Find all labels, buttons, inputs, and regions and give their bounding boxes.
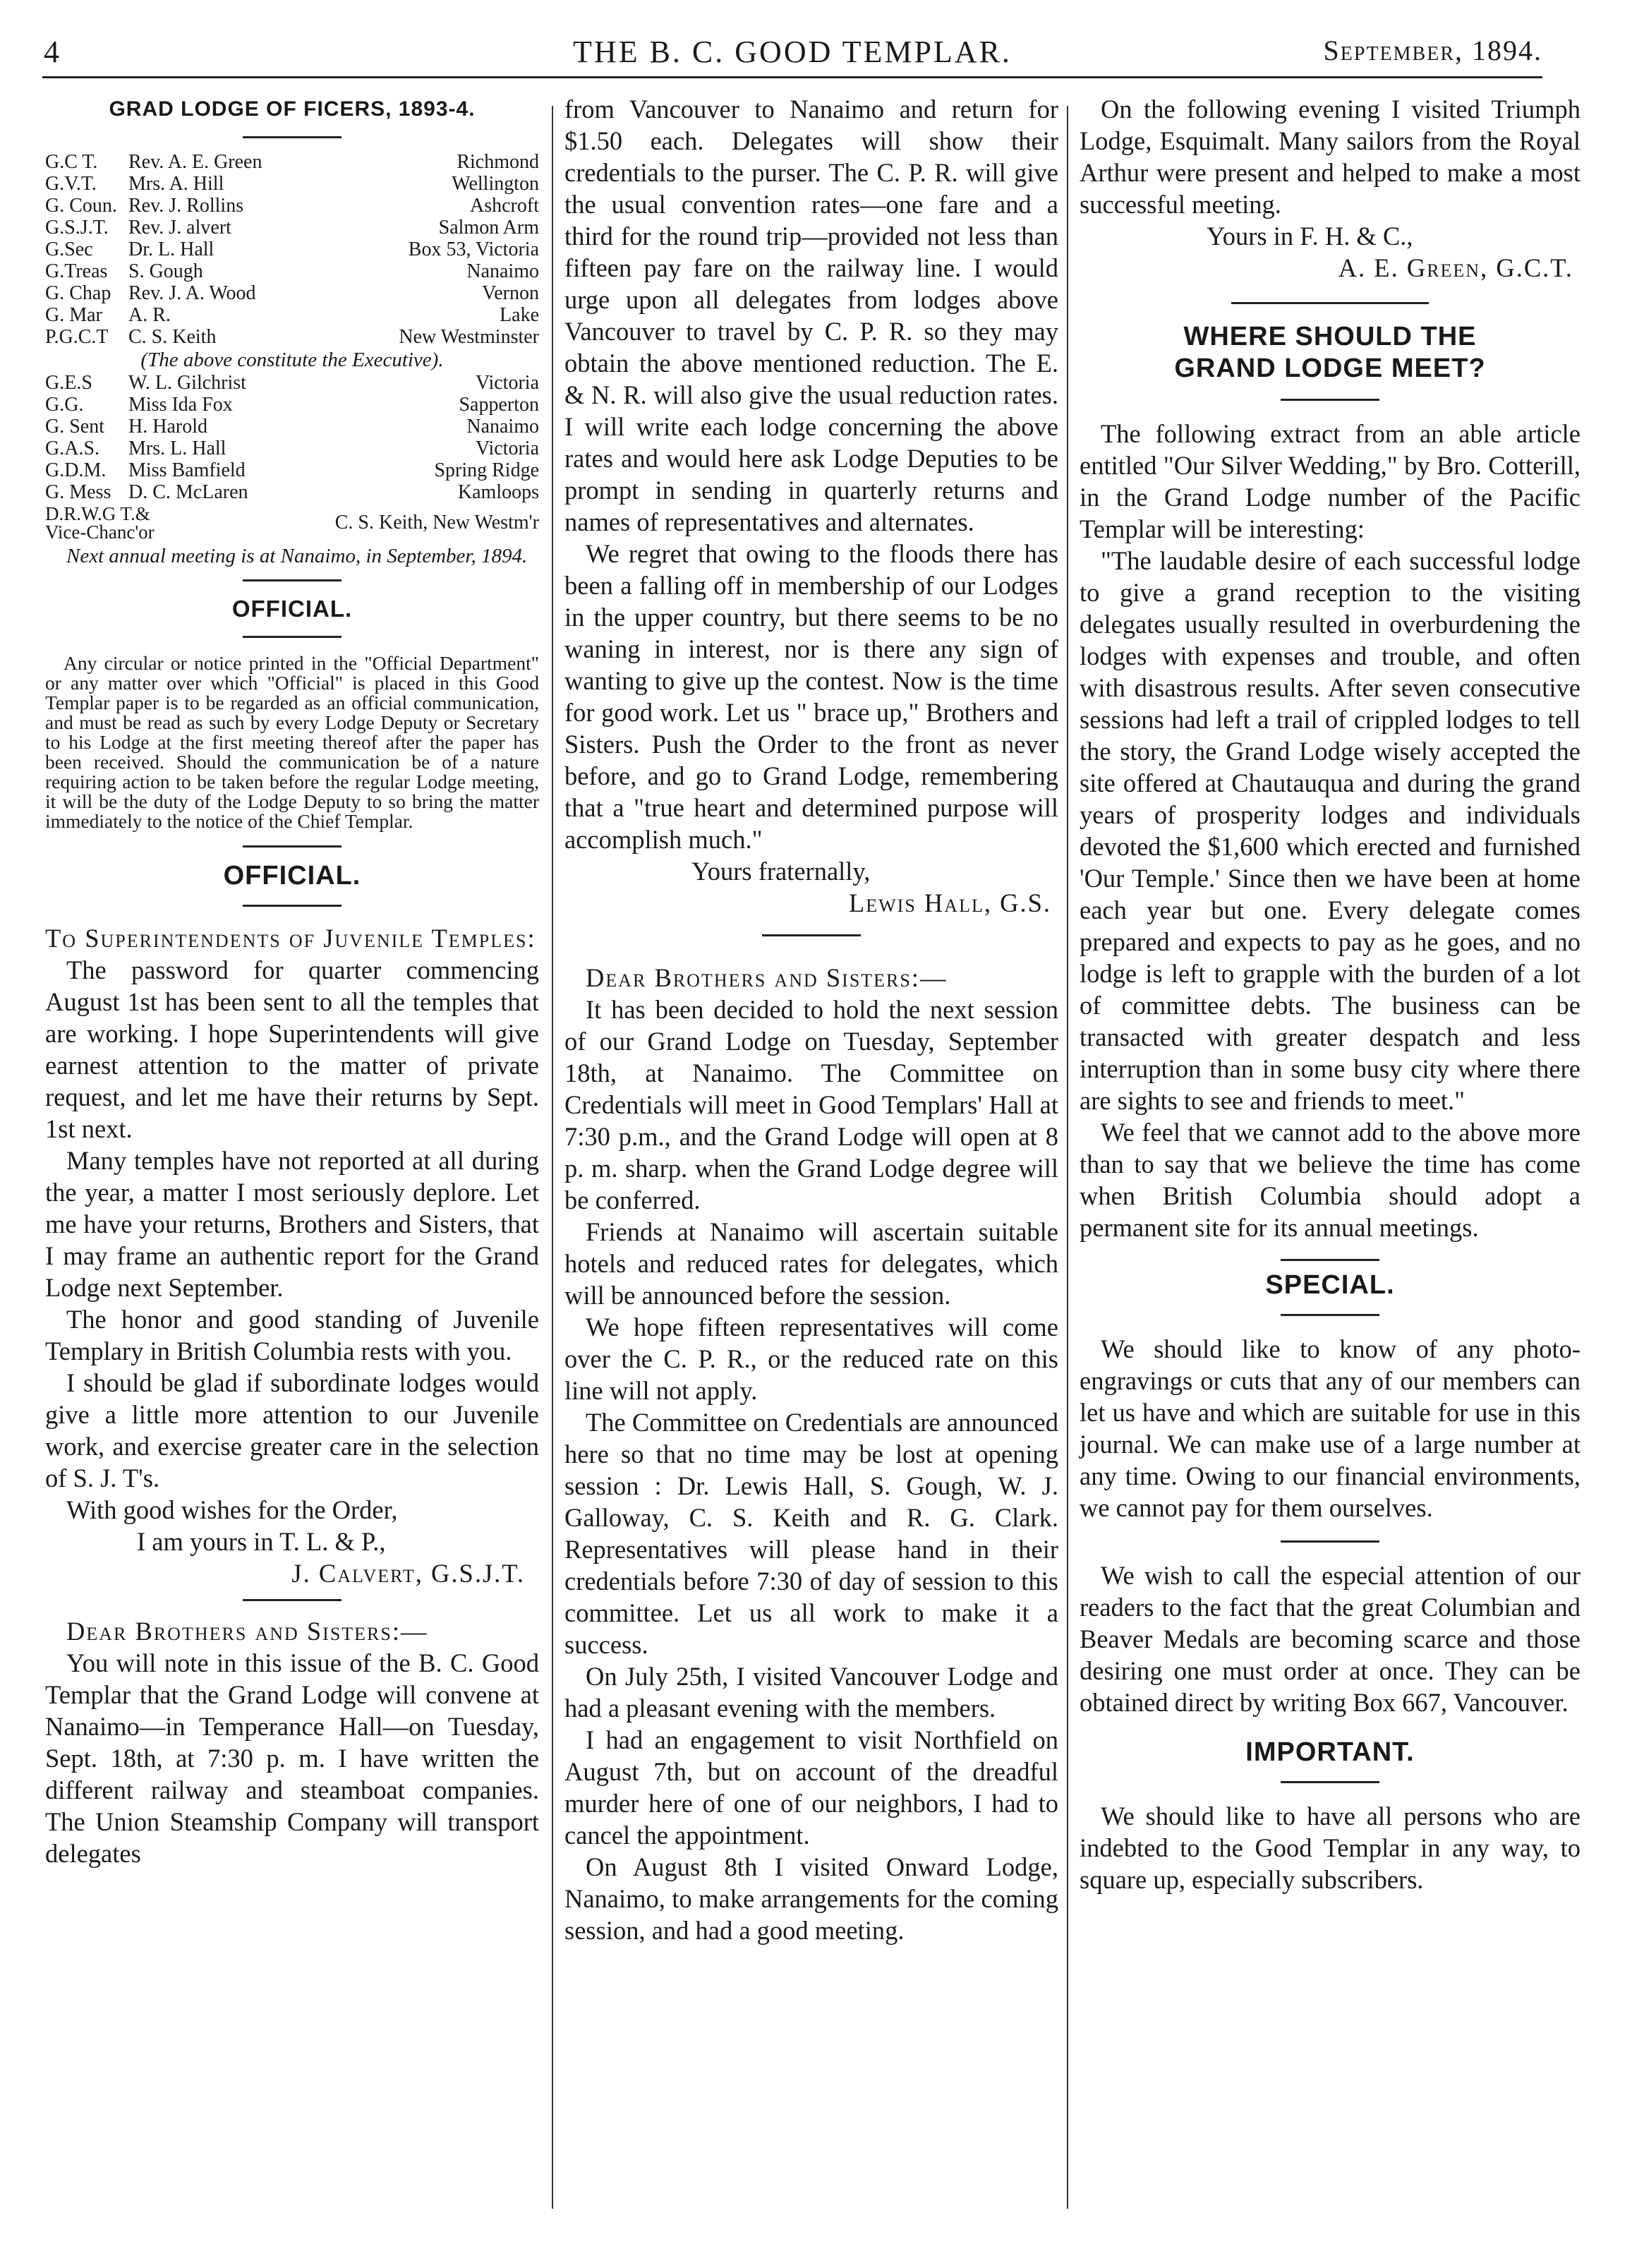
salutation-juvenile: To Superintendents of Juvenile Temples: — [45, 924, 536, 953]
column-2 — [564, 93, 1058, 1946]
spacer — [1080, 1718, 1580, 1737]
paragraph: The following extract from an able article entitled "Our Silver Wedding," by Bro. Cotterill, in the Grand Lodge number of the Pacific Templar will be interesting: — [1080, 419, 1580, 543]
rule — [1231, 302, 1429, 304]
paragraph: Many temples have not reported at all during the year, a matter I most seriously deplore. Let me have your returns, Brothers and Sisters, that I may frame an authentic report for the Grand Lodge next September. — [45, 1146, 539, 1302]
paragraph: We hope fifteen representatives will come over the C. P. R., or the reduced rate on this line will not apply. — [564, 1313, 1058, 1405]
page-number: 4 — [44, 35, 59, 69]
drwgt-label-a: D.R.W.G T.& — [45, 503, 150, 524]
officer-place: New Westminster — [399, 326, 539, 348]
rule — [1281, 1540, 1379, 1543]
officer-name: Mrs. L. Hall — [128, 438, 226, 459]
officer-name: D. C. McLaren — [128, 481, 248, 503]
officer-title: G.D.M. — [45, 459, 107, 481]
officer-title: G.Treas — [45, 260, 108, 282]
rule — [243, 136, 342, 138]
officer-title: G.A.S. — [45, 438, 100, 459]
salutation: Dear Brothers and Sisters:— — [66, 1617, 428, 1646]
paragraph: The Committee on Credentials are announced here so that no time may be lost at opening session : Dr. Lewis Hall, S. Gough, W. J. Galloway, C. S. Keith and R. G. Clark. Representatives will please hand in their credentials before 7:30 of day of session to this committee. Let us all work to make it a success. — [564, 1408, 1058, 1659]
officer-name: H. Harold — [128, 416, 207, 438]
officer-title: G. Mar — [45, 304, 102, 326]
executive-note: (The above constitute the Executive). — [140, 349, 444, 371]
page-header — [42, 31, 1542, 80]
paragraph: We regret that owing to the floods there has been a falling off in membership of our Lodges in the upper country, but there seems to be no waning in interest, nor is there any sign of wanting to give up the contest. Now is the time for good work. Let us " brace up," Brothers and Sisters. Push the Order to the front as never before, and go to Grand Lodge, remembering that a "true heart and determined purpose will accomplish much." — [564, 539, 1058, 854]
rule — [1281, 1781, 1379, 1783]
issue-date-text: September, 1894. — [1323, 35, 1542, 66]
officer-name: Rev. A. E. Green — [128, 151, 262, 173]
officer-name: Dr. L. Hall — [128, 239, 214, 260]
officer-title: G.E.S — [45, 372, 92, 394]
officer-title: G.C T. — [45, 151, 98, 173]
rule — [243, 636, 342, 638]
officer-place: Vernon — [482, 282, 539, 304]
signature-green: A. E. Green, G.C.T. — [1338, 253, 1573, 282]
officer-title: G.G. — [45, 394, 84, 416]
paragraph: We should like to have all persons who are indebted to the Good Templar in any way, to square up, especially subscribers. — [1080, 1802, 1580, 1894]
officer-place: Wellington — [452, 173, 539, 195]
officer-title: G. Coun. — [45, 195, 117, 217]
officer-place: Spring Ridge — [434, 459, 539, 481]
officers-list — [45, 151, 539, 348]
header-rule — [42, 76, 1542, 78]
issue-date — [1324, 34, 1542, 67]
special-heading: SPECIAL. — [1265, 1270, 1395, 1300]
column-3 — [1080, 93, 1580, 1895]
officer-name: W. L. Gilchrist — [128, 372, 246, 394]
drwgt-name: C. S. Keith, New Westm'r — [334, 512, 539, 533]
rule — [1281, 399, 1379, 401]
paragraph: The password for quarter commencing August 1st has been sent to all the temples that are working. I hope Superintendents will give earnest attention to the matter of private request, and let me have their returns by Sept. 1st next. — [45, 955, 539, 1143]
officer-place: Lake — [500, 304, 539, 326]
officers-heading: GRAD LODGE OF FICERS, 1893-4. — [109, 97, 476, 121]
closing-line: Yours fraternally, — [691, 857, 871, 886]
officer-place: Salmon Arm — [438, 217, 539, 239]
next-meeting-note: Next annual meeting is at Nanaimo, in September, 1894. — [66, 545, 528, 567]
officer-place: Victoria — [475, 372, 539, 394]
signature-hall: Lewis Hall, G.S. — [848, 888, 1051, 917]
paragraph: On July 25th, I visited Vancouver Lodge and had a pleasant evening with the members. — [564, 1662, 1058, 1723]
officers-list-2 — [45, 372, 539, 503]
column-divider-1 — [552, 106, 553, 2209]
drwgt-label-b: Vice-Chanc'or — [45, 521, 155, 543]
signature-calvert: J. Calvert, G.S.J.T. — [291, 1559, 525, 1588]
officer-place: Sapperton — [459, 394, 539, 416]
officer-place: Ashcroft — [470, 195, 539, 217]
closing-line: With good wishes for the Order, — [66, 1495, 398, 1524]
column-1 — [45, 93, 539, 1869]
quotation: "The laudable desire of each successful lodge to give a grand reception to the visiting delegates usually resulted in overburdening the lodges with expenses and trouble, and often with disastrous results. After seven consecutive sessions had left a trail of crippled lodges to tell the story, the Grand Lodge wisely accepted the site offered at Chautauqua and during the grand years of prosperity lodges and individuals devoted the $1,600 which erected and furnished 'Our Temple.' Since then we have been at home each year but one. Every delegate comes prepared and expects to pay as he goes, and no lodge is left to grapple with the burden of a lot of committee debts. The business can be transacted with greater despatch and less interruption than in some busy city where there are sights to see and friends to meet." — [1080, 546, 1580, 1115]
paragraph: I should be glad if subordinate lodges would give a little more attention to our Juvenile work, and exercise greater care in the selection of S. J. T's. — [45, 1368, 539, 1492]
officer-name: S. Gough — [128, 260, 203, 282]
officer-title: G.S.J.T. — [45, 217, 109, 239]
paragraph: You will note in this issue of the B. C. Good Templar that the Grand Lodge will convene at Nanaimo—in Temperance Hall—on Tuesday, Sept. 18th, at 7:30 p. m. I have written the different railway and steamboat companies. The Union Steamship Company will transport delegates — [45, 1648, 539, 1868]
officer-name: Mrs. A. Hill — [128, 173, 224, 195]
officer-name: Rev. J. alvert — [128, 217, 231, 239]
drwgt-row — [45, 505, 539, 541]
column-divider-2 — [1067, 106, 1068, 2209]
rule — [243, 1599, 342, 1601]
important-heading: IMPORTANT. — [1245, 1737, 1415, 1767]
officer-name: Miss Ida Fox — [128, 394, 233, 416]
paragraph: It has been decided to hold the next session of our Grand Lodge on Tuesday, September 18th, at Nanaimo. The Committee on Credentials will meet in Good Templars' Hall at 7:30 p.m., and the Grand Lodge will open at 8 p. m. sharp. when the Grand Lodge degree will be conferred. — [564, 995, 1058, 1214]
officer-place: Box 53, Victoria — [408, 239, 539, 260]
closing-line: I am yours in T. L. & P., — [137, 1527, 386, 1556]
officer-place: Victoria — [475, 438, 539, 459]
officer-title: P.G.C.T — [45, 326, 109, 348]
official-heading: OFFICIAL. — [231, 596, 353, 622]
paragraph: On the following evening I visited Triumph Lodge, Esquimalt. Many sailors from the Royal Arthur were present and helped to make a most successful meeting. — [1080, 95, 1580, 219]
officer-name: C. S. Keith — [128, 326, 217, 348]
rule — [1281, 1259, 1379, 1261]
paragraph: We feel that we cannot add to the above more than to say that we believe the time has come when British Columbia should adopt a permanent site for its annual meetings. — [1080, 1118, 1580, 1242]
official-notice: Any circular or notice printed in the "Official Department" or any matter over which "Official" is placed in this Good Templar paper is to be regarded as an official communication, and must be read as such by every Lodge Deputy or Secretary to his Lodge at the first meeting thereof after the paper has been received. Should the communication be of a nature requiring action to be taken before the regular Lodge meeting, it will be the duty of the Lodge Deputy to so bring the matter immediately to the notice of the Chief Templar. — [45, 652, 539, 832]
officer-title: G.V.T. — [45, 173, 97, 195]
rule — [243, 845, 342, 848]
rule — [1281, 1314, 1379, 1316]
officer-place: Kamloops — [457, 481, 539, 503]
paragraph: The honor and good standing of Juvenile Templary in British Columbia rests with you. — [45, 1305, 539, 1365]
officer-name: Rev. J. A. Wood — [128, 282, 256, 304]
officer-place: Nanaimo — [466, 260, 539, 282]
officer-name: A. R. — [128, 304, 171, 326]
officer-place: Richmond — [457, 151, 539, 173]
paragraph: from Vancouver to Nanaimo and return for $1.50 each. Delegates will show their credentials to the purser. The C. P. R. will give the usual convention rates—one fare and a third for the round trip—provided not less than fifteen pay fare on the railway line. I would urge upon all delegates from lodges above Vancouver to travel by C. P. R. so they may obtain the above mentioned reduction. The E. & N. R. will also give the usual reduction rates. I will write each lodge concerning the above rates and would here ask Lodge Deputies to be prompt in sending in quarterly returns and names of representatives and alternates. — [564, 95, 1058, 536]
salutation: Dear Brothers and Sisters:— — [586, 963, 948, 992]
paragraph: We should like to know of any photo-engravings or cuts that any of our members can let us have and which are suitable for use in this journal. We can make use of a large number at any time. Owing to our financial environments, we cannot pay for them ourselves. — [1080, 1334, 1580, 1522]
closing-line: Yours in F. H. & C., — [1207, 222, 1413, 251]
officer-title: G. Chap — [45, 282, 111, 304]
newspaper-title: THE B. C. GOOD TEMPLAR. — [573, 35, 1012, 69]
rule — [243, 579, 342, 581]
where-heading: WHERE SHOULD THE GRAND LODGE MEET? — [1174, 322, 1486, 383]
officer-name: Rev. J. Rollins — [128, 195, 244, 217]
officer-title: G. Sent — [45, 416, 104, 438]
officer-place: Nanaimo — [466, 416, 539, 438]
paragraph: Friends at Nanaimo will ascertain suitable hotels and reduced rates for delegates, which will be announced before the session. — [564, 1217, 1058, 1310]
officer-title: G. Mess — [45, 481, 111, 503]
rule — [762, 934, 861, 936]
official-heading-2: OFFICIAL. — [223, 861, 361, 891]
paragraph: I had an engagement to visit Northfield on August 7th, but on account of the dreadful murder here of one of our neighbors, I had to cancel the appointment. — [564, 1725, 1058, 1850]
paragraph: On August 8th I visited Onward Lodge, Nanaimo, to make arrangements for the coming session, and had a good meeting. — [564, 1852, 1058, 1945]
officer-title: G.Sec — [45, 239, 93, 260]
rule — [243, 905, 342, 907]
drwgt-labels — [45, 505, 186, 541]
paragraph: We wish to call the especial attention of our readers to the fact that the great Columbian and Beaver Medals are becoming scarce and those desiring one must order at once. They can be obtained direct by writing Box 667, Vancouver. — [1080, 1561, 1580, 1717]
officer-name: Miss Bamfield — [128, 459, 246, 481]
